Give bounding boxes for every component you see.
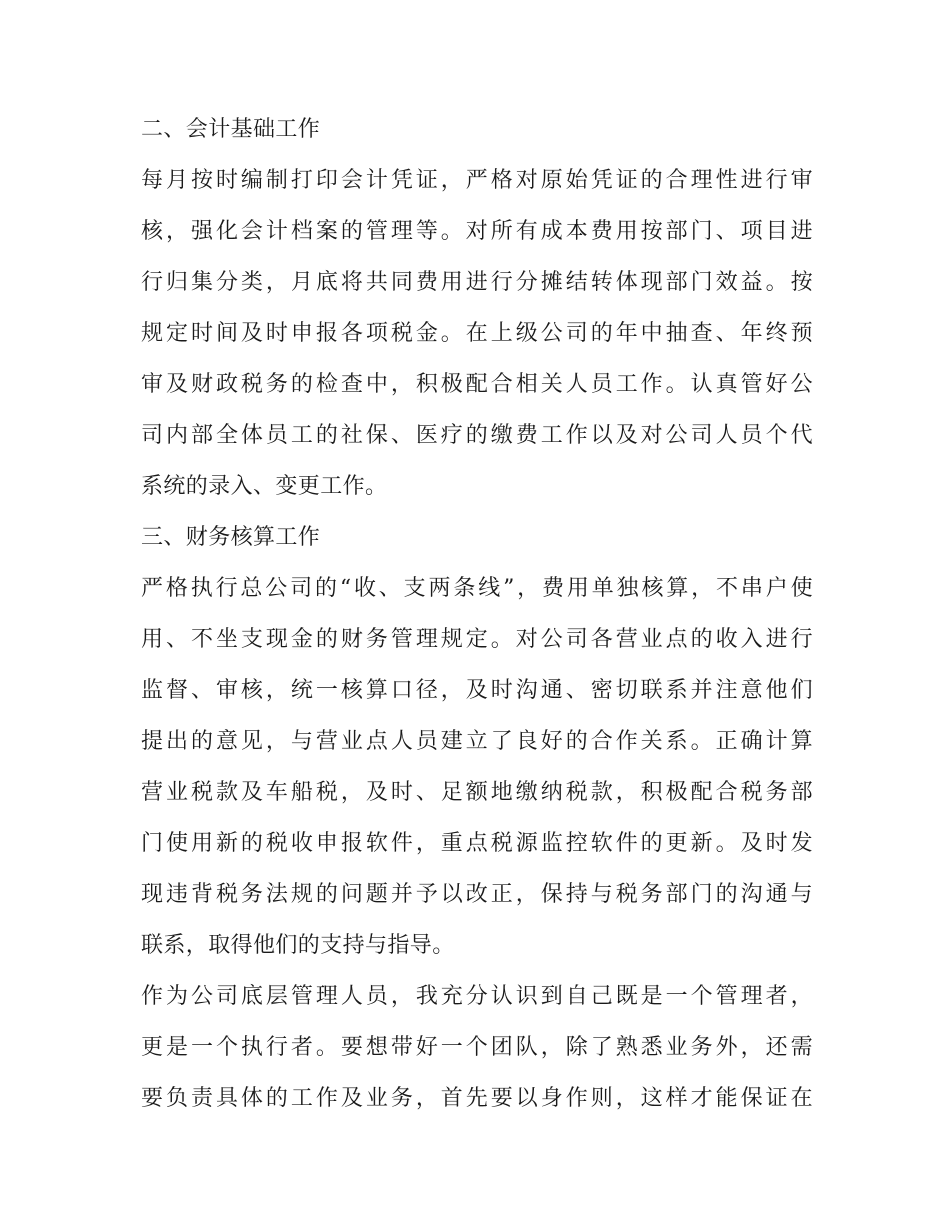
paragraph-line: 行归集分类，月底将共同费用进行分摊结转体现部门效益。按 [141, 270, 813, 295]
paragraph-line: 更是一个执行者。要想带好一个团队，除了熟悉业务外，还需 [141, 1035, 813, 1060]
paragraph-line: 审及财政税务的检查中，积极配合相关人员工作。认真管好公 [141, 372, 813, 397]
paragraph-line: 联系，取得他们的支持与指导。 [141, 933, 455, 958]
paragraph-line: 现违背税务法规的问题并予以改正，保持与税务部门的沟通与 [141, 882, 813, 907]
section-heading-financial-accounting: 三、财务核算工作 [141, 525, 321, 550]
paragraph-line: 监督、审核，统一核算口径，及时沟通、密切联系并注意他们 [141, 678, 813, 703]
paragraph-line: 要负责具体的工作及业务，首先要以身作则，这样才能保证在 [141, 1086, 813, 1111]
paragraph-line: 核，强化会计档案的管理等。对所有成本费用按部门、项目进 [141, 219, 813, 244]
paragraph-line: 系统的录入、变更工作。 [141, 474, 388, 499]
document-body [141, 104, 813, 1124]
paragraph-line: 规定时间及时申报各项税金。在上级公司的年中抽查、年终预 [141, 321, 813, 346]
paragraph-line: 用、不坐支现金的财务管理规定。对公司各营业点的收入进行 [141, 627, 813, 652]
paragraph-line: 严格执行总公司的“收、支两条线”，费用单独核算，不串户使 [141, 576, 813, 601]
paragraph-line: 门使用新的税收申报软件，重点税源监控软件的更新。及时发 [141, 831, 813, 856]
section-heading-accounting-basics: 二、会计基础工作 [141, 117, 321, 142]
paragraph-line: 提出的意见，与营业点人员建立了良好的合作关系。正确计算 [141, 729, 813, 754]
paragraph-line: 每月按时编制打印会计凭证，严格对原始凭证的合理性进行审 [141, 168, 813, 193]
paragraph-line: 营业税款及车船税，及时、足额地缴纳税款，积极配合税务部 [141, 780, 813, 805]
paragraph-line: 作为公司底层管理人员，我充分认识到自己既是一个管理者， [141, 984, 813, 1009]
paragraph-line: 司内部全体员工的社保、医疗的缴费工作以及对公司人员个代 [141, 423, 813, 448]
